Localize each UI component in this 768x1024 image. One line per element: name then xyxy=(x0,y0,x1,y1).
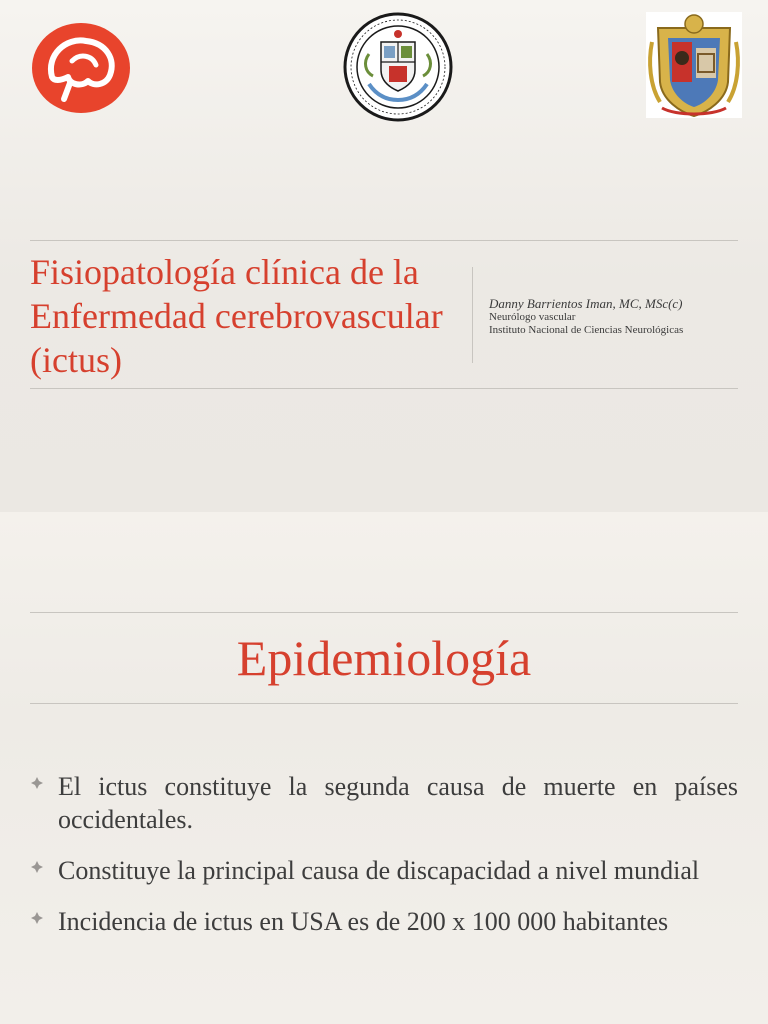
bullet-list xyxy=(30,770,738,956)
author-name: Danny Barrientos Iman, MC, MSc(c) xyxy=(489,296,683,311)
diamond-bullet-icon xyxy=(30,860,44,874)
diamond-bullet-icon xyxy=(30,911,44,925)
university-crest-icon xyxy=(646,12,742,118)
author-institution: Instituto Nacional de Ciencias Neurológicas xyxy=(489,324,684,336)
epidemiology-slide xyxy=(0,512,768,1024)
bullet-text: El ictus constituye la segunda causa de muerte en países occidentales. xyxy=(58,772,738,834)
bullet-text: Incidencia de ictus en USA es de 200 x 100 000 habitantes xyxy=(58,907,669,936)
list-item xyxy=(30,770,738,836)
heading-bottom-rule xyxy=(30,703,738,704)
title-top-rule xyxy=(30,240,738,241)
title-divider xyxy=(472,267,473,363)
faculty-seal-icon xyxy=(343,12,453,122)
author-role: Neurólogo vascular xyxy=(489,311,576,323)
list-item xyxy=(30,854,738,887)
section-title: Epidemiología xyxy=(236,630,532,686)
diamond-bullet-icon xyxy=(30,776,44,790)
author-block xyxy=(489,296,739,337)
title-bottom-rule xyxy=(30,388,738,389)
heading-top-rule xyxy=(30,612,738,613)
bullet-text: Constituye la principal causa de discapacidad a nivel mundial xyxy=(58,856,700,885)
presentation-title: Fisiopatología clínica de la Enfermedad cerebrovascular (ictus) xyxy=(30,252,443,380)
brain-logo-icon xyxy=(30,21,132,115)
list-item xyxy=(30,905,738,938)
